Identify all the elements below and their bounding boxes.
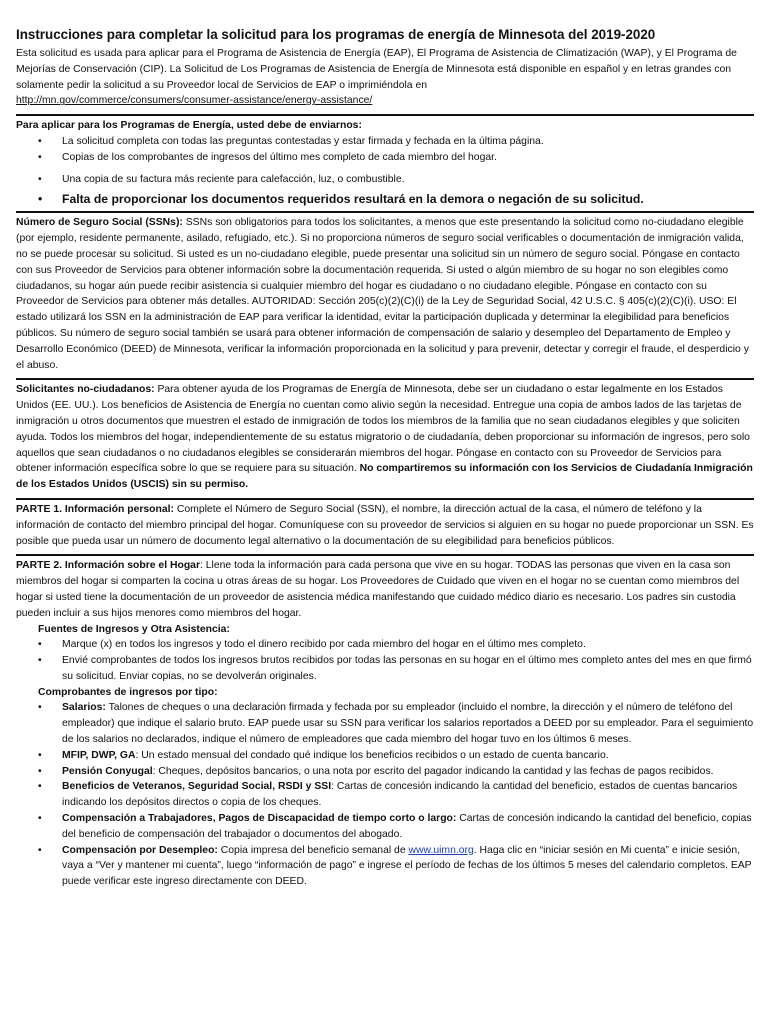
apply-section <box>16 116 754 211</box>
bullet-icon: • <box>38 173 42 185</box>
list-item: • Compensación a Trabajadores, Pagos de Discapacidad de tiempo corto o largo: Cartas de concesión indicando la cantidad del beneficio, copias del beneficio de compensación del trabajador o documentos del abogado. <box>38 813 752 840</box>
bullet-icon: • <box>38 135 42 147</box>
sources-list <box>16 637 754 684</box>
list-item: • Compensación por Desempleo: Copia impresa del beneficio semanal de www.uimn.org. Haga clic en “iniciar sesión en Mi cuenta” e inicie sesión, vaya a “Ver y mantener mi cuenta”, luego “información de pago” e ingrese el período de fechas de los últimos 5 meses del calendario completos. EAP puede verificar este ingreso directamente con DEED. <box>38 844 752 888</box>
bullet-icon: • <box>38 765 42 777</box>
bullet-icon: • <box>38 655 42 667</box>
bullet-icon: • <box>38 702 42 714</box>
list-item: • Marque (x) en todos los ingresos y todo el dinero recibido por cada miembro del hogar en el último mes completo. <box>16 637 754 653</box>
intro-paragraph <box>16 46 754 109</box>
intro-text: Esta solicitud es usada para aplicar para el Programa de Asistencia de Energía (EAP), El Programa de Asistencia de Climatización (WAP), y El Programa de Mejorías de Conservación (CIP). La Solicitud de Los Programas de Asistencia de Energía de Minnesota está disponible en español y en letras grandes con solamente pedir la solicitud a su Proveedor local de Servicios de EAP o imprimiéndola en <box>16 48 737 91</box>
ssn-text: SSNs son obligatorios para todos los solicitantes, a menos que este presentando la solicitud como no-ciudadano elegible (por ejemplo, residente permanente, asilado, refugiado, etc.). Si no proporciona números de seguro social verificables o documentación de inmigración valida, no se puede procesar su solicitud. Si usted es un no-ciudadano elegible, puede presentar una solicitud sin un número de seguro social. Póngase en contacto con sus Proveedor de Servicios para obtener información sobre la documentación requerida. Si usted o algún miembro de su hogar no son elegibles como ciudadanos, su hogar aún puede recibir asistencia si cualquier miembro del hogar es ciudadano o no ciudadano elegible. Póngase en contacto con su Proveedor de Servicios para obtener más detalles. AUTORIDAD: Sección 205(c)(2)(C)(i) de la Ley de Seguridad Social, 42 U.S.C. § 405(c)(2)(C)(i). USO: El estado utilizará los SSN en la administración de EAP para verificar la identidad, evitar la participación duplicada y determinar la elegibilidad para beneficios públicos. Su número de seguro social también se usará para obtener información de compensación de salario y desempleo del Departamento de Empleo y Desarrollo Económico (DEED) de Minnesota, verificar la información proporcionada en la solicitud y para prevenir, detectar y corregir el fraude, el desperdicio y el abuso. <box>16 217 749 371</box>
intro-link[interactable]: http://mn.gov/commerce/consumers/consumer-assistance/energy-assistance/ <box>16 95 373 107</box>
apply-list <box>16 134 754 187</box>
part2-text: : Llene toda la información para cada persona que vive en su hogar. TODAS las personas que viven en la casa son miembros del hogar si comparten la cocina u otras áreas de su hogar. Los Proveedores de Cuidado que viven en el hogar no se cuentan como miembros del hogar si usted tiene la documentación de un proveedor de asistencia médica manifestando que cuidado médico diario es necesario. Los padres sin custodia pueden incluir a sus hijos menores como miembros del hogar. <box>16 560 740 619</box>
noncitizen-section <box>16 380 754 495</box>
warning-item: • Falta de proporcionar los documentos requeridos resultará en la demora o negación de su solicitud. <box>16 190 754 209</box>
proof-heading: Comprobantes de ingresos por tipo: <box>38 686 218 698</box>
bullet-icon: • <box>38 781 42 793</box>
noncitizen-text: Para obtener ayuda de los Programas de Energía de Minnesota, debe ser un ciudadano o estar legalmente en los Estados Unidos (EE. UU.). Los beneficios de Asistencia de Energía no cuentan como alivio según la necesidad. Entregue una copia de ambos lados de las tarjetas de inmigración u otros documentos que muestren el estado de inmigración de todos los miembros de la familia que no sean ciudadanos elegibles y que soliciten ayuda. Todos los miembros del hogar, independientemente de su estatus migratorio o de ciudadanía, deben proporcionar su información de ingresos, pero solo aquellos que sean ciudadanos o no ciudadanos elegibles se considerarán miembros del hogar. Póngase en contacto con su Proveedor de Servicios para obtener información específica sobre lo que se requiere para su situación. <box>16 384 750 475</box>
list-item: • La solicitud completa con todas las preguntas contestadas y estar firmada y fechada en la última página. <box>16 134 754 150</box>
bullet-icon: • <box>38 151 42 163</box>
part1-section <box>16 500 754 551</box>
list-item: • Envié comprobantes de todos los ingresos brutos recibidos por todas las personas en su hogar en el último mes completo antes del mes en que firmó su solicitud. Enviar copias, no se devolverán originales. <box>38 655 752 682</box>
part1-text: Complete el Número de Seguro Social (SSN), el nombre, la dirección actual de la casa, el número de teléfono y la información de contacto del miembro principal del hogar. Comuníquese con su proveedor de servicios si alguien en su hogar no puede proporcionar un SSN. Es posible que pueda usar un número de documento legal alternativo o la documentación de su elegibilidad para beneficios públicos. <box>16 503 754 547</box>
noncitizen-bold-note: No compartiremos su información con los Servicios de Ciudadanía Inmigración de los Estados Unidos (USCIS) sin su permiso. <box>16 463 753 491</box>
list-item: • Copias de los comprobantes de ingresos del último mes completo de cada miembro del hogar. <box>16 150 754 166</box>
part1-label: PARTE 1. Información personal: <box>16 503 174 515</box>
warning-list <box>16 190 754 209</box>
sources-heading: Fuentes de Ingresos y Otra Asistencia: <box>38 623 230 635</box>
part2-section <box>16 556 754 892</box>
apply-heading: Para aplicar para los Programas de Energía, usted debe de enviarnos: <box>16 120 362 132</box>
uimn-link[interactable]: www.uimn.org <box>408 844 474 856</box>
list-item: • Beneficios de Veteranos, Seguridad Social, RSDI y SSI: Cartas de concesión indicando la cantidad del beneficio, estados de cuentas bancarios indicando los depósitos directos o copia de los cheques. <box>38 781 738 809</box>
proof-list <box>16 700 754 890</box>
ssn-section <box>16 213 754 375</box>
part2-label: PARTE 2. Información sobre el Hogar <box>16 560 200 572</box>
bullet-icon: • <box>38 639 42 651</box>
page-title: Instrucciones para completar la solicitud para los programas de energía de Minnesota del 2019-2020 <box>16 27 656 42</box>
bullet-icon: • <box>38 813 42 825</box>
list-item: • Una copia de su factura más reciente para calefacción, luz, o combustible. <box>16 172 754 188</box>
list-item: • Salarios: Talones de cheques o una declaración firmada y fechada por su empleador (incluido el nombre, la dirección y el número de teléfono del empleador) que indique el salario bruto. EAP puede usar su SSN para verificar los salarios reportados a DEED por su empleador. Para el seguimiento de los salarios no declarados, indique el número de empleadores que cada miembro del hogar tuvo en los últimos 6 meses. <box>38 702 754 746</box>
bullet-icon: • <box>38 749 42 761</box>
ssn-label: Número de Seguro Social (SSNs): <box>16 217 183 229</box>
list-item: • Pensión Conyugal: Cheques, depósitos bancarios, o una nota por escrito del pagador indicando la cantidad y las fechas de pagos recibidos. <box>16 764 754 780</box>
bullet-icon: • <box>38 192 43 207</box>
bullet-icon: • <box>38 844 42 856</box>
list-item: • MFIP, DWP, GA: Un estado mensual del condado qué indique los beneficios recibidos o un estado de cuenta bancario. <box>16 748 754 764</box>
noncitizen-label: Solicitantes no-ciudadanos: <box>16 384 155 396</box>
